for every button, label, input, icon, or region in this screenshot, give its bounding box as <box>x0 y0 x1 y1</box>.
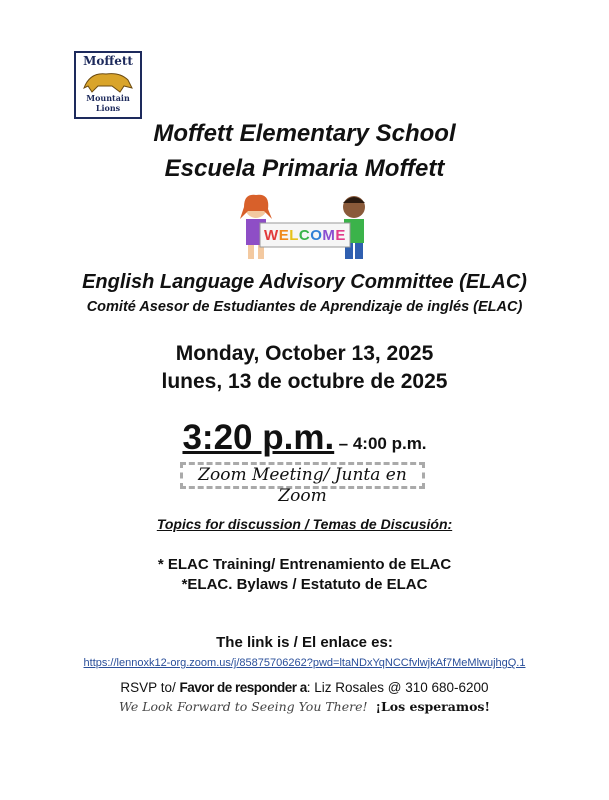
welcome-letter: M <box>322 227 336 244</box>
meeting-date-english: Monday, October 13, 2025 <box>175 342 434 365</box>
welcome-letter: W <box>264 227 279 244</box>
topic-item: * ELAC Training/ Entrenamiento de ELAC <box>157 556 452 573</box>
rsvp-prefix: RSVP to/ <box>120 680 180 695</box>
committee-name-spanish: Comité Asesor de Estudiantes de Aprendizaje de inglés (ELAC) <box>86 299 523 315</box>
mountain-lion-icon <box>82 68 134 94</box>
meeting-type-box: Zoom Meeting/ Junta en Zoom <box>180 462 425 489</box>
welcome-letter: E <box>278 227 290 244</box>
rsvp-spanish: Favor de responder a <box>179 680 307 695</box>
welcome-letter: L <box>289 227 299 244</box>
committee-name-english: English Language Advisory Committee (ELAC) <box>82 271 527 293</box>
logo-text: Mountain <box>86 93 130 103</box>
meeting-date-spanish: lunes, 13 de octubre de 2025 <box>161 370 448 393</box>
topic-item: *ELAC. Bylaws / Estatuto de ELAC <box>181 576 428 593</box>
logo-text: Lions <box>95 103 121 113</box>
welcome-letter: C <box>298 227 311 244</box>
school-name-english: Moffett Elementary School <box>153 120 456 147</box>
welcome-letter: O <box>310 227 323 244</box>
link-heading: The link is / El enlace es: <box>216 634 393 651</box>
welcome-banner-text <box>260 227 350 244</box>
zoom-link[interactable]: https://lennoxk12-org.zoom.us/j/85875706262?pwd=ltaNDxYqNCCfvlwjkAf7MeMlwujhgQ.1 <box>83 657 526 669</box>
logo-text: Moffett <box>83 54 133 68</box>
welcome-letter: E <box>335 227 346 244</box>
topics-heading: Topics for discussion / Temas de Discusión: <box>156 516 453 532</box>
welcome-clipart <box>238 193 372 261</box>
end-time: – 4:00 p.m. <box>338 434 427 453</box>
start-time: 3:20 p.m. <box>182 418 335 457</box>
school-logo <box>74 51 142 119</box>
closing-english: We Look Forward to Seeing You There! <box>119 699 368 714</box>
rsvp-contact: : Liz Rosales @ 310 680-6200 <box>306 680 489 695</box>
school-name-spanish: Escuela Primaria Moffett <box>164 155 445 182</box>
closing-spanish: ¡Los esperamos! <box>375 699 490 714</box>
rsvp-line <box>0 680 609 695</box>
meeting-time <box>0 418 609 458</box>
closing-line <box>0 699 609 714</box>
